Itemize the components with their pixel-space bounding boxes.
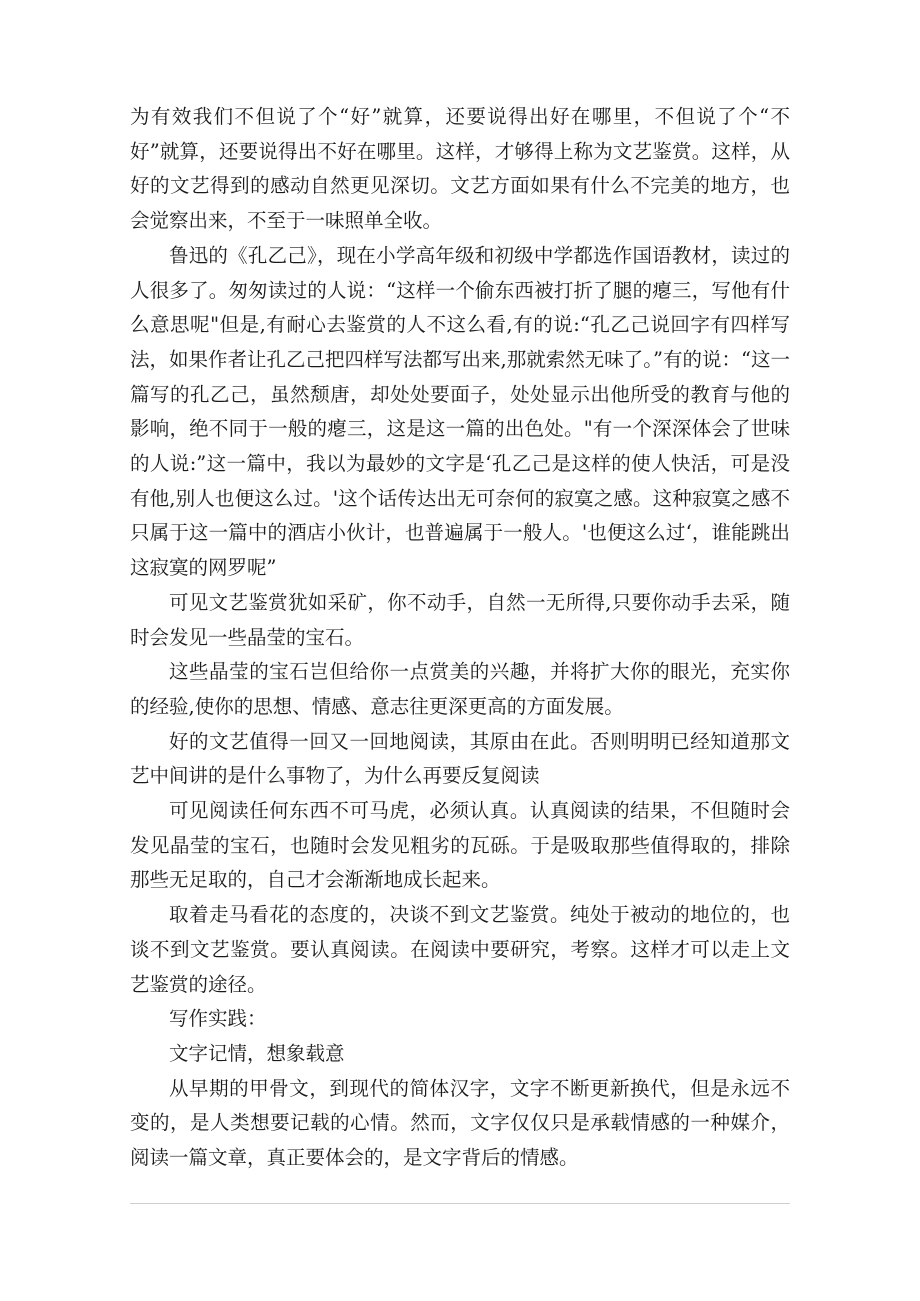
document-body: [130, 100, 790, 1176]
paragraph-8: 从早期的甲骨文，到现代的简体汉字，文字不断更新换代，但是永远不变的，是人类想要记载的心情。然而，文字仅仅只是承载情感的一种媒介，阅读一篇文章，真正要体会的，是文字背后的情感。: [130, 1076, 790, 1170]
section-heading-writing-practice: 写作实践：: [169, 1007, 267, 1031]
paragraph-4: 这些晶莹的宝石岂但给你一点赏美的兴趣，并将扩大你的眼光，充实你的经验,使你的思想、情感、意志往更深更高的方面发展。: [130, 660, 790, 718]
section-subtitle: 文字记情，想象载意: [169, 1041, 345, 1065]
paragraph-6: 可见阅读任何东西不可马虎，必须认真。认真阅读的结果，不但随时会发见晶莹的宝石，也随时会发见粗劣的瓦砾。于是吸取那些值得取的，排除那些无足取的，自己才会渐渐地成长起来。: [130, 799, 790, 892]
paragraph-5: 好的文艺值得一回又一回地阅读，其原由在此。否则明明已经知道那文艺中间讲的是什么事物了，为什么再要反复阅读: [130, 729, 790, 788]
paragraph-7: 取着走马看花的态度的，决谈不到文艺鉴赏。纯处于被动的地位的，也谈不到文艺鉴赏。要认真阅读。在阅读中要研究，考察。这样才可以走上文艺鉴赏的途径。: [130, 903, 790, 996]
paragraph-1: 为有效我们不但说了个“好”就算，还要说得出好在哪里，不但说了个“不好”就算，还要说得出不好在哪里。这样，才够得上称为文艺鉴赏。这样，从好的文艺得到的感动自然更见深切。文艺方面如果有什么不完美的地方，也会觉察出来，不至于一味照单全收。: [130, 105, 790, 233]
paragraph-2: 鲁迅的《孔乙己》，现在小学高年级和初级中学都选作国语教材，读过的人很多了。匆匆读过的人说：“这样一个偷东西被打折了腿的瘪三，写他有什么意思呢"但是,有耐心去鉴赏的人不这么看,有的说:“孔乙己说回字有四样写法，如果作者让孔乙己把四样写法都写出来,那就索然无味了。”有的说：“这一篇写的孔乙己，虽然颓唐，却处处要面子，处处显示出他所受的教育与他的影响，绝不同于一般的瘪三，这是这一篇的出色处。"有一个深深体会了世味的人说:”这一篇中，我以为最妙的文字是‘孔乙己是这样的使人快活，可是没有他,别人也便这么过。'这个话传达出无可奈何的寂寞之感。这种寂寞之感不只属于这一篇中的酒店小伙计，也普遍属于一般人。'也便这么过‘，谁能跳出这寂寞的网罗呢”: [130, 243, 790, 580]
footer-divider: [130, 1203, 790, 1204]
paragraph-3: 可见文艺鉴赏犹如采矿，你不动手，自然一无所得,只要你动手去采，随时会发见一些晶莹的宝石。: [130, 590, 790, 649]
